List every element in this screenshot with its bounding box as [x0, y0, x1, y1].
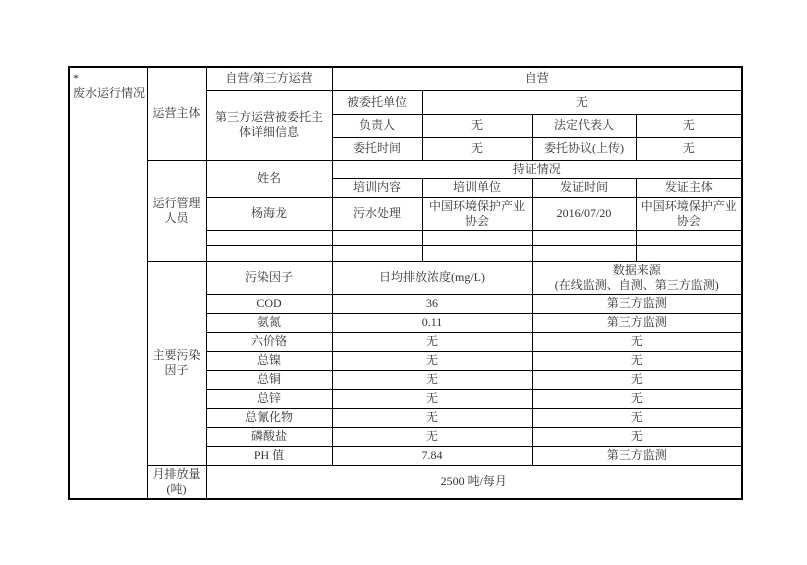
pollutant-factor-cell: COD	[206, 294, 332, 313]
legal-representative-label: 法定代表人	[532, 114, 636, 137]
responsible-person-value: 无	[422, 114, 532, 137]
personnel-name-cell	[206, 230, 332, 245]
personnel-issue-date-cell	[532, 245, 636, 261]
entrust-agreement-label: 委托协议(上传)	[532, 137, 636, 160]
data-source-header-line2: (在线监测、自测、第三方监测)	[554, 277, 719, 292]
entrusted-unit-label: 被委托单位	[332, 90, 422, 114]
pollutant-source-cell: 无	[532, 427, 742, 446]
personnel-name-cell	[206, 245, 332, 261]
pollutant-concentration-cell: 无	[332, 370, 532, 389]
personnel-training-content-cell: 污水处理	[332, 197, 422, 230]
personnel-training-content-cell	[332, 245, 422, 261]
personnel-training-unit-cell	[422, 230, 532, 245]
pollutant-source-cell: 第三方监测	[532, 446, 742, 465]
pollutant-concentration-cell: 36	[332, 294, 532, 313]
personnel-issue-date-cell	[532, 230, 636, 245]
pollutant-source-cell: 无	[532, 408, 742, 427]
concentration-header: 日均排放浓度(mg/L)	[332, 261, 532, 294]
pollutant-factor-cell: 总氰化物	[206, 408, 332, 427]
wastewater-operation-table	[68, 66, 743, 500]
pollutant-source-cell: 无	[532, 351, 742, 370]
pollutant-concentration-cell: 无	[332, 332, 532, 351]
monthly-discharge-value: 2500 吨/每月	[206, 465, 742, 499]
management-section-label: 运行管理人员	[147, 160, 206, 261]
pollutant-concentration-cell: 无	[332, 427, 532, 446]
pollutant-factor-cell: 六价铬	[206, 332, 332, 351]
pollutant-source-cell: 无	[532, 370, 742, 389]
responsible-person-label: 负责人	[332, 114, 422, 137]
data-source-header-line1: 数据来源	[612, 262, 661, 277]
pollutant-factor-cell: 总铜	[206, 370, 332, 389]
issue-date-header: 发证时间	[532, 178, 636, 197]
data-source-header	[532, 261, 742, 294]
pollutant-concentration-cell: 无	[332, 351, 532, 370]
monthly-discharge-label: 月排放量(吨)	[147, 465, 206, 499]
pollutant-factor-cell: 氨氮	[206, 313, 332, 332]
entrust-agreement-value: 无	[636, 137, 742, 160]
operator-section-label: 运营主体	[147, 67, 206, 160]
pollutant-source-cell: 无	[532, 389, 742, 408]
pollutant-concentration-cell: 0.11	[332, 313, 532, 332]
pollutant-factor-cell: PH 值	[206, 446, 332, 465]
personnel-training-unit-cell: 中国环境保护产业协会	[422, 197, 532, 230]
entrust-time-label: 委托时间	[332, 137, 422, 160]
pollutant-factor-cell: 总锌	[206, 389, 332, 408]
pollutant-concentration-cell: 无	[332, 408, 532, 427]
pollutant-factor-header: 污染因子	[206, 261, 332, 294]
section-title: *废水运行情况	[69, 67, 147, 499]
operation-mode-value: 自营	[332, 67, 742, 90]
entrusted-unit-value: 无	[422, 90, 742, 114]
name-header: 姓名	[206, 160, 332, 197]
pollutant-concentration-cell: 7.84	[332, 446, 532, 465]
personnel-training-unit-cell	[422, 245, 532, 261]
pollutant-factor-cell: 磷酸盐	[206, 427, 332, 446]
third-party-detail-label: 第三方运营被委托主体详细信息	[206, 90, 332, 160]
training-content-header: 培训内容	[332, 178, 422, 197]
pollutant-source-cell: 无	[532, 332, 742, 351]
training-unit-header: 培训单位	[422, 178, 532, 197]
operation-mode-label: 自营/第三方运营	[206, 67, 332, 90]
entrust-time-value: 无	[422, 137, 532, 160]
personnel-issuer-cell: 中国环境保护产业协会	[636, 197, 742, 230]
pollutant-concentration-cell: 无	[332, 389, 532, 408]
pollutant-source-cell: 第三方监测	[532, 313, 742, 332]
issuer-header: 发证主体	[636, 178, 742, 197]
personnel-name-cell: 杨海龙	[206, 197, 332, 230]
certification-status-header: 持证情况	[332, 160, 742, 178]
personnel-issue-date-cell: 2016/07/20	[532, 197, 636, 230]
pollutants-section-label: 主要污染因子	[147, 261, 206, 465]
personnel-issuer-cell	[636, 230, 742, 245]
personnel-training-content-cell	[332, 230, 422, 245]
personnel-issuer-cell	[636, 245, 742, 261]
pollutant-source-cell: 第三方监测	[532, 294, 742, 313]
pollutant-factor-cell: 总镍	[206, 351, 332, 370]
legal-representative-value: 无	[636, 114, 742, 137]
